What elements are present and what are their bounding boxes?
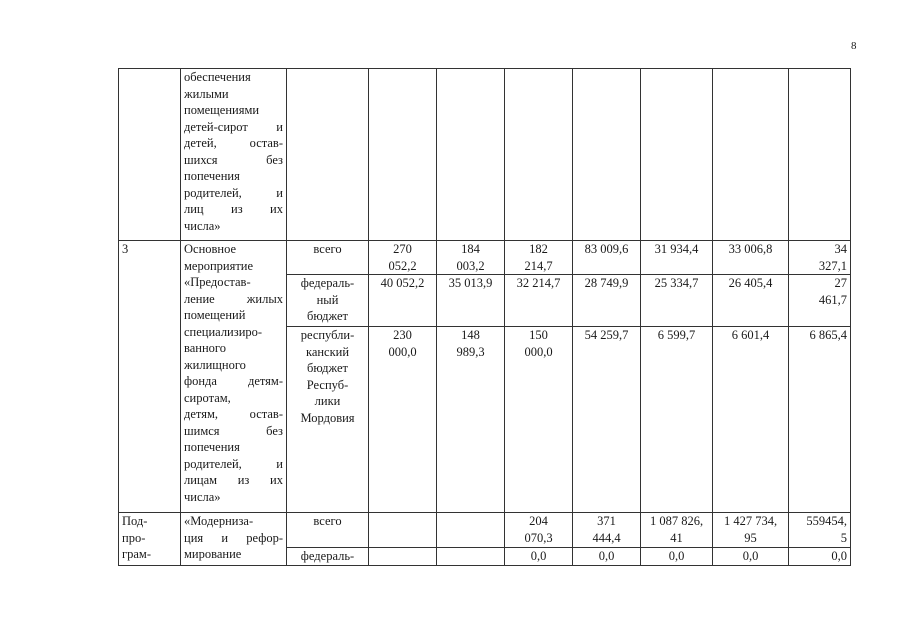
cell-text-line: 6 599,7 xyxy=(657,328,696,342)
cell-text-line: 184 xyxy=(461,242,480,256)
value-cell xyxy=(505,275,573,327)
cell-text-line: 559454, xyxy=(806,514,847,528)
cell-text-line: Под- xyxy=(122,514,148,528)
cell-text-line: жилыми xyxy=(184,86,229,101)
cell-text-line: помещениями xyxy=(184,103,260,117)
cell-text-line: 33 006,8 xyxy=(728,242,773,256)
cell-text-line: 54 259,7 xyxy=(584,328,629,342)
cell-text-line: 34 xyxy=(834,242,847,256)
cell-text-line: 41 xyxy=(670,530,683,545)
source-cell xyxy=(287,69,369,241)
value-cell xyxy=(641,241,713,275)
cell-text-line: 214,7 xyxy=(524,258,553,273)
value-cell xyxy=(573,513,641,548)
cell-text-line xyxy=(440,513,501,530)
subprogram-label-cell xyxy=(119,513,181,566)
value-cell xyxy=(789,69,851,241)
cell-text-line: лиц из их xyxy=(184,202,283,216)
cell-text-line: фонда детям- xyxy=(184,374,283,388)
cell-text-line: 31 934,4 xyxy=(654,242,699,256)
source-cell xyxy=(287,513,369,548)
cell-text-line: 444,4 xyxy=(592,530,621,545)
value-cell xyxy=(641,513,713,548)
cell-text-line: канский xyxy=(305,344,350,359)
cell-text-line: всего xyxy=(313,242,342,256)
cell-text-line: 83 009,6 xyxy=(584,242,629,256)
cell-text-line: 35 013,9 xyxy=(448,276,493,290)
source-cell xyxy=(287,275,369,327)
cell-text-line: родителей, и xyxy=(184,456,283,471)
value-cell xyxy=(713,548,789,566)
value-cell xyxy=(437,513,505,548)
budget-table xyxy=(118,68,851,566)
cell-text-line: 182 xyxy=(529,242,548,256)
cell-text-line: 95 xyxy=(744,530,757,545)
value-cell xyxy=(369,513,437,548)
cell-text-line xyxy=(372,513,433,530)
cell-text-line: 989,3 xyxy=(456,344,485,359)
source-cell xyxy=(287,241,369,275)
page-number: 8 xyxy=(851,40,857,52)
value-cell xyxy=(437,275,505,327)
cell-text-line: 461,7 xyxy=(818,292,847,307)
cell-text-line: 6 865,4 xyxy=(809,328,847,342)
cell-text-line: федераль- xyxy=(300,549,355,563)
value-cell xyxy=(789,513,851,548)
cell-text-line: 371 xyxy=(597,514,616,528)
value-cell xyxy=(505,327,573,513)
table-row xyxy=(119,241,851,275)
cell-text-line: 070,3 xyxy=(524,530,553,545)
table-row xyxy=(119,69,851,241)
cell-text-line: «Модерниза- xyxy=(184,514,254,528)
value-cell xyxy=(437,327,505,513)
cell-text-line: 270 xyxy=(393,242,412,256)
value-cell xyxy=(713,327,789,513)
value-cell xyxy=(505,548,573,566)
value-cell xyxy=(369,548,437,566)
cell-text-line: детей, остав- xyxy=(184,136,283,150)
source-cell xyxy=(287,548,369,566)
cell-text-line: республи- xyxy=(300,328,355,342)
cell-text-line: бюджет xyxy=(307,361,348,375)
cell-text-line: лики xyxy=(314,394,341,408)
cell-text-line: 150 xyxy=(529,328,548,342)
value-cell xyxy=(713,513,789,548)
cell-text-line: 5 xyxy=(840,530,847,545)
cell-text-line: шихся без xyxy=(184,152,283,167)
cell-text-line: 204 xyxy=(529,514,548,528)
value-cell xyxy=(789,275,851,327)
value-cell xyxy=(505,69,573,241)
value-cell xyxy=(573,275,641,327)
cell-text-line: 000,0 xyxy=(524,344,553,359)
number-cell: 3 xyxy=(119,241,181,513)
value-cell xyxy=(505,513,573,548)
cell-text-line: попечения xyxy=(184,440,240,454)
source-cell xyxy=(287,327,369,513)
cell-text-line: 27 xyxy=(834,276,847,290)
cell-text-line: грам- xyxy=(122,547,151,561)
cell-text-line: ление жилых xyxy=(184,291,283,306)
cell-text-line: числа» xyxy=(184,218,221,233)
cell-text-line: ный xyxy=(316,292,339,307)
cell-text-line: всего xyxy=(313,514,342,528)
cell-text-line: Основное xyxy=(184,242,237,256)
cell-text-line: специализиро- xyxy=(184,324,263,339)
value-cell xyxy=(713,241,789,275)
cell-text-line: федераль- xyxy=(300,276,355,290)
cell-text-line: 40 052,2 xyxy=(380,276,425,290)
description-cell xyxy=(181,69,287,241)
cell-text-line: бюджет xyxy=(307,309,348,323)
cell-text-line: 0,0 xyxy=(598,549,615,563)
cell-text-line: 327,1 xyxy=(818,258,847,273)
cell-text-line: жилищного xyxy=(184,357,246,372)
value-cell xyxy=(369,69,437,241)
cell-text-line: «Предостав- xyxy=(184,275,251,289)
value-cell xyxy=(369,327,437,513)
value-cell xyxy=(573,241,641,275)
cell-text-line: мирование xyxy=(184,547,242,561)
cell-text-line: 148 xyxy=(461,328,480,342)
value-cell xyxy=(789,548,851,566)
value-cell xyxy=(437,548,505,566)
cell-text-line: 25 334,7 xyxy=(654,276,699,290)
cell-text-line: 1 087 826, xyxy=(649,514,704,528)
cell-text-line: 32 214,7 xyxy=(516,276,561,290)
value-cell xyxy=(641,69,713,241)
cell-text-line: лицам из их xyxy=(184,473,283,487)
cell-text-line: Респуб- xyxy=(306,377,349,392)
cell-text-line: 26 405,4 xyxy=(728,276,773,290)
number-cell xyxy=(119,69,181,241)
description-cell xyxy=(181,513,287,566)
cell-text-line: шимся без xyxy=(184,423,283,438)
value-cell xyxy=(573,548,641,566)
value-cell xyxy=(437,241,505,275)
description-cell xyxy=(181,241,287,513)
cell-text-line: сиротам, xyxy=(184,390,231,405)
value-cell xyxy=(573,327,641,513)
cell-text-line: 1 427 734, xyxy=(723,514,778,528)
value-cell xyxy=(641,327,713,513)
cell-text-line: 003,2 xyxy=(456,258,485,273)
cell-text-line: помещений xyxy=(184,308,246,322)
value-cell xyxy=(713,69,789,241)
cell-text-line: обеспечения xyxy=(184,70,251,84)
value-cell xyxy=(437,69,505,241)
value-cell xyxy=(369,241,437,275)
value-cell xyxy=(573,69,641,241)
cell-text-line: 0,0 xyxy=(668,549,685,563)
cell-text-line: 6 601,4 xyxy=(731,328,770,342)
cell-text-line: детям, остав- xyxy=(184,407,283,421)
cell-text-line: ванного xyxy=(184,341,226,355)
cell-text-line: попечения xyxy=(184,169,240,183)
cell-text-line: мероприятие xyxy=(184,258,254,273)
cell-text-line: родителей, и xyxy=(184,185,283,200)
value-cell xyxy=(369,275,437,327)
cell-text-line: 28 749,9 xyxy=(584,276,629,290)
cell-text-line: Мордовия xyxy=(300,410,355,425)
cell-text-line: ция и рефор- xyxy=(184,530,283,545)
table-row xyxy=(119,513,851,548)
value-cell xyxy=(789,327,851,513)
value-cell xyxy=(505,241,573,275)
cell-text-line: 000,0 xyxy=(388,344,417,359)
value-cell xyxy=(789,241,851,275)
value-cell xyxy=(641,548,713,566)
cell-text-line xyxy=(372,548,433,565)
cell-text-line: 0,0 xyxy=(742,549,759,563)
value-cell xyxy=(641,275,713,327)
cell-text-line: 230 xyxy=(393,328,412,342)
cell-text-line: 0,0 xyxy=(831,549,847,563)
cell-text-line: 052,2 xyxy=(388,258,417,273)
value-cell xyxy=(713,275,789,327)
cell-text-line xyxy=(440,548,501,565)
cell-text-line: про- xyxy=(122,530,146,545)
cell-text-line: детей-сирот и xyxy=(184,119,283,134)
cell-text-line: 0,0 xyxy=(530,549,547,563)
cell-text-line: числа» xyxy=(184,489,221,504)
